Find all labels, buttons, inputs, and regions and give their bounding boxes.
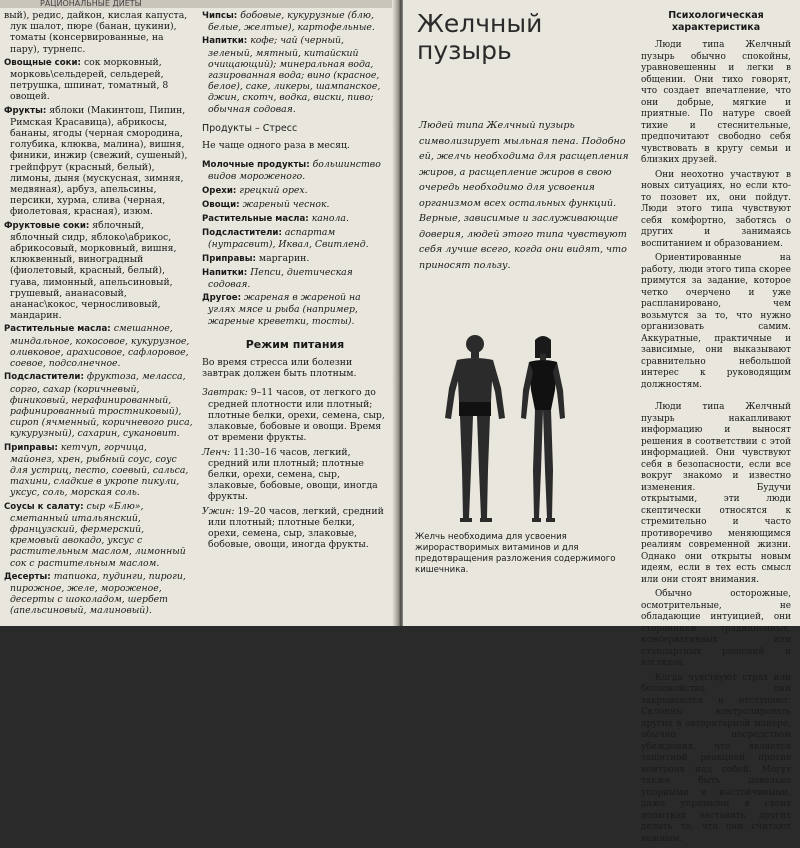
paragraph: Когда чувствуют страх или беспокойство, они закрываются и отступают. Склонны контролировать других в авторитарной манере, обычно посредством убеждения, что является защитной реакцией против контроля над собой. Могут также быть довольно упорными и настойчивыми, даже упрямыми в своих попытках заставить других делать то, что они считают важным. xyxy=(641,672,791,844)
entry-text: сыр «Блю», сметанный итальянский, французский, фермерский, кремовый авокадо, уксус с растительным маслом, лимонный сок с растительным маслом. xyxy=(10,500,186,569)
meal-label: Завтрак: xyxy=(202,387,248,399)
entry-text: жареная в жареной на углях мясе и рыба (например, жареные креветки, тосты). xyxy=(208,292,361,327)
food-entry xyxy=(4,371,194,439)
entry-label: Приправы: xyxy=(202,253,256,264)
food-entry xyxy=(202,159,388,182)
entry-label: Растительные масла: xyxy=(4,324,111,335)
entry-text: тапиока, пудинги, пироги, пирожное, желе, мороженое, десерты с шоколадом, шербет (апельсиновый, малиновый). xyxy=(10,570,186,617)
entry-text: вый), редис, дайкон, кислая капуста, лук шалот, пюре (банан, цукини), томаты (консервированные, на пару), турнепс. xyxy=(4,10,188,55)
entry-label: Фруктовые соки: xyxy=(4,220,90,231)
meal-text: 11:30–16 часов, легкий, средний или плотный; плотные белки, орехи, семена, сыр, злаковые, бобовые, овощи, иногда фрукты. xyxy=(208,446,378,503)
entry-label: Растительные масла: xyxy=(202,214,309,225)
entry-label: Молочные продукты: xyxy=(202,160,310,171)
entry-text: яблочный, яблочный сидр, яблоко\абрикос, абрикосовый, морковный, вишня, клюквенный, виноградный (фиолетовый, красный, белый), гуава, лимонный, апельсиновый, грушевый, ананасовый, ананас\кокос, черносливовый, мандарин. xyxy=(10,219,177,322)
food-entry xyxy=(202,213,388,225)
entry-label: Другое: xyxy=(202,293,242,304)
entry-text: канола. xyxy=(311,213,349,225)
entry-text: грецкий орех. xyxy=(239,184,308,196)
food-entry xyxy=(202,253,388,265)
food-entry xyxy=(4,10,194,55)
entry-text: бобовые, кукурузные (блю, белые, желтые), картофельные. xyxy=(208,10,375,34)
entry-label: Орехи: xyxy=(202,185,237,196)
left-page xyxy=(0,0,397,626)
paragraph: Обычно осторожные, осмотрительные, не обладающие интуицией, они сторонники традиционных, консервативных или стандартных решений и взглядов. xyxy=(641,589,791,668)
psychology-column xyxy=(641,10,791,848)
meal-text: 9–11 часов, от легкого до средней плотности или плотный; плотные белки, орехи, семена, сыр, злаковые, бобовые и овощи. Время от времени фрукты. xyxy=(208,387,385,444)
entry-label: Десерты: xyxy=(4,571,51,582)
entry-text: кетчуп, горчица, майонез, хрен, рыбный соус, соус для устриц, песто, соевый, сальса, тахини, сладкие в укропе пикули, уксус, соль, морская соль. xyxy=(10,441,189,499)
entry-label: Соусы к салату: xyxy=(4,501,84,512)
food-entry xyxy=(4,501,194,569)
right-page xyxy=(403,0,800,844)
entry-label: Овощные соки: xyxy=(4,57,81,68)
female-figure xyxy=(521,336,565,522)
regime-heading: Режим питания xyxy=(245,337,345,351)
food-entry xyxy=(202,227,388,250)
food-entry xyxy=(4,220,194,322)
entry-text: сок морковный, морковь\сельдерей, сельдерей, петрушка, шпинат, томатный, 8 овощей. xyxy=(10,56,169,103)
intro-paragraph: Людей типа Желчный пузырь символизирует мыльная пена. Подобно ей, желчь необходима для расщепления жиров, а расщепление жиров в свою очередь необходимо для усвоения организмом всех остальных функций. Верные, зависимые и заслуживающие доверия, людей этого типа чувствуют себя лучше всего, когда они видят, что приносят пользу. xyxy=(419,120,629,271)
male-figure xyxy=(445,335,505,522)
entry-text: смешанное, миндальное, кокосовое, кукурузное, оливковое, арахисовое, сафлоровое, соевое, подсолнечное. xyxy=(10,323,190,370)
food-entry xyxy=(4,57,194,103)
entry-label: Фрукты: xyxy=(4,105,47,116)
food-entry xyxy=(202,292,388,327)
title-line: Желчный xyxy=(417,9,543,38)
entry-text: кофе; чай (черный, зеленый, мятный, китайский очищающий); минеральная вода, газированная вода; вино (красное, белое), саке, ликеры, шампанское, джин, скотч, водка, виски, пиво; обычная содовая. xyxy=(208,35,381,115)
entry-label: Подсластители: xyxy=(4,372,84,383)
food-entry xyxy=(4,442,194,499)
paragraph: Люди типа Желчный пузырь накапливают информацию и выносят решения в соответствии с этой информацией. Они чувствуют себя в безопасности, если все вокруг знакомо и известно изменения. Будучи открытыми, эти люди скептически относятся к стремительно и часто противоречиво меняющимся реалиям современной жизни. Однако они открыты новым идеям, если в тех есть смысл или они стоят внимания. xyxy=(641,402,791,585)
stress-note: Не чаще одного раза в месяц. xyxy=(202,140,350,152)
entry-label: Овощи: xyxy=(202,199,240,210)
food-entry xyxy=(4,323,194,369)
entry-text: яблоки (Макинтош, Пипин, Римская Красавица), абрикосы, бананы, ягоды (черная смородина, голубика, клюква, малина), вишня, финики, инжир (свежий, сушеный), грейпфрут (красный, белый), лимоны, дыня (мускусная, зимняя, медвяная), арбуз, апельсины, персики, хурма, слива (черная, фиолетовая, красная), изюм. xyxy=(10,104,188,218)
entry-label: Напитки: xyxy=(202,36,248,47)
entry-text: большинство видов мороженого. xyxy=(208,159,381,183)
entry-label: Напитки: xyxy=(202,267,248,278)
entry-text: Пепси, диетическая содовая. xyxy=(208,266,353,291)
heading-line: характеристика xyxy=(671,22,761,33)
food-entry xyxy=(202,10,388,33)
title-line: пузырь xyxy=(417,36,512,65)
stress-heading: Продукты – Стресс xyxy=(202,122,298,134)
paragraph: Люди типа Желчный пузырь обычно спокойны, уравновешенны и легки в общении. Они тихо говорят, что создает впечатление, что они добрые, мягкие и приятные. По натуре своей тихие и стеснительные, предпочитают свободно себя чувствовать в кругу семьи и близких друзей. xyxy=(641,40,791,165)
running-head xyxy=(0,0,397,8)
left-column-2 xyxy=(202,10,388,553)
psychology-heading xyxy=(641,10,791,34)
entry-text: фруктоза, меласса, сорго, сахар (коричневый, финиковый, нерафинированный, рафинированный тростниковый), сироп (ячменный, коричневого риса, кукурузный), сахарин, сукановит. xyxy=(10,371,193,440)
meal-text: 19–20 часов, легкий, средний или плотный; плотные белки, орехи, семена, сыр, злаковые, бобовые, овощи, иногда фрукты. xyxy=(208,505,384,551)
food-entry xyxy=(202,35,388,114)
meal-entry xyxy=(202,447,388,503)
entry-text: жареный чеснок. xyxy=(242,198,330,210)
heading-line: Психологическая xyxy=(668,10,764,21)
meal-entry xyxy=(202,387,388,443)
paragraph: Ориентированные на работу, люди этого типа скорее примутся за задание, которое четко очерчено и уже распланировано, чем возьмутся за то, что нужно организовать самим. Аккуратные, практичные и зависимые, они выказывают сравнительно небольшой интерес к руководящим должностям. xyxy=(641,253,791,390)
food-entry xyxy=(202,199,388,211)
entry-text: маргарин. xyxy=(258,252,310,264)
paragraph: Они неохотно участвуют в новых ситуациях, но если кто-то позовет их, они пойдут. Люди этого типа чувствуют себя комфортно, заботясь о других и занимаясь воспитанием и образованием. xyxy=(641,169,791,249)
meal-entry xyxy=(202,506,388,551)
figure-caption: Желчь необходима для усвоения жирорастворимых витаминов и для предотвращения разложения содержимого кишечника. xyxy=(415,532,616,575)
entry-label: Чипсы: xyxy=(202,11,238,21)
body-types-illustration xyxy=(433,330,583,530)
entry-label: Подсластители: xyxy=(202,228,282,239)
meal-label: Ленч: xyxy=(202,446,231,458)
food-entry xyxy=(4,105,194,218)
food-entry xyxy=(202,185,388,197)
entry-label: Приправы: xyxy=(4,442,58,453)
meal-label: Ужин: xyxy=(202,505,235,517)
food-entry xyxy=(4,571,194,617)
running-head-text: РАЦИОНАЛЬНЫЕ ДИЕТЫ xyxy=(40,0,142,8)
left-column-1 xyxy=(4,10,194,619)
food-entry xyxy=(202,267,388,290)
entry-text: аспартам (нутрасвит), Иквал, Свитленд. xyxy=(208,227,369,251)
regime-note: Во время стресса или болезни завтрак должен быть плотным. xyxy=(202,357,357,380)
chapter-title xyxy=(417,10,637,64)
